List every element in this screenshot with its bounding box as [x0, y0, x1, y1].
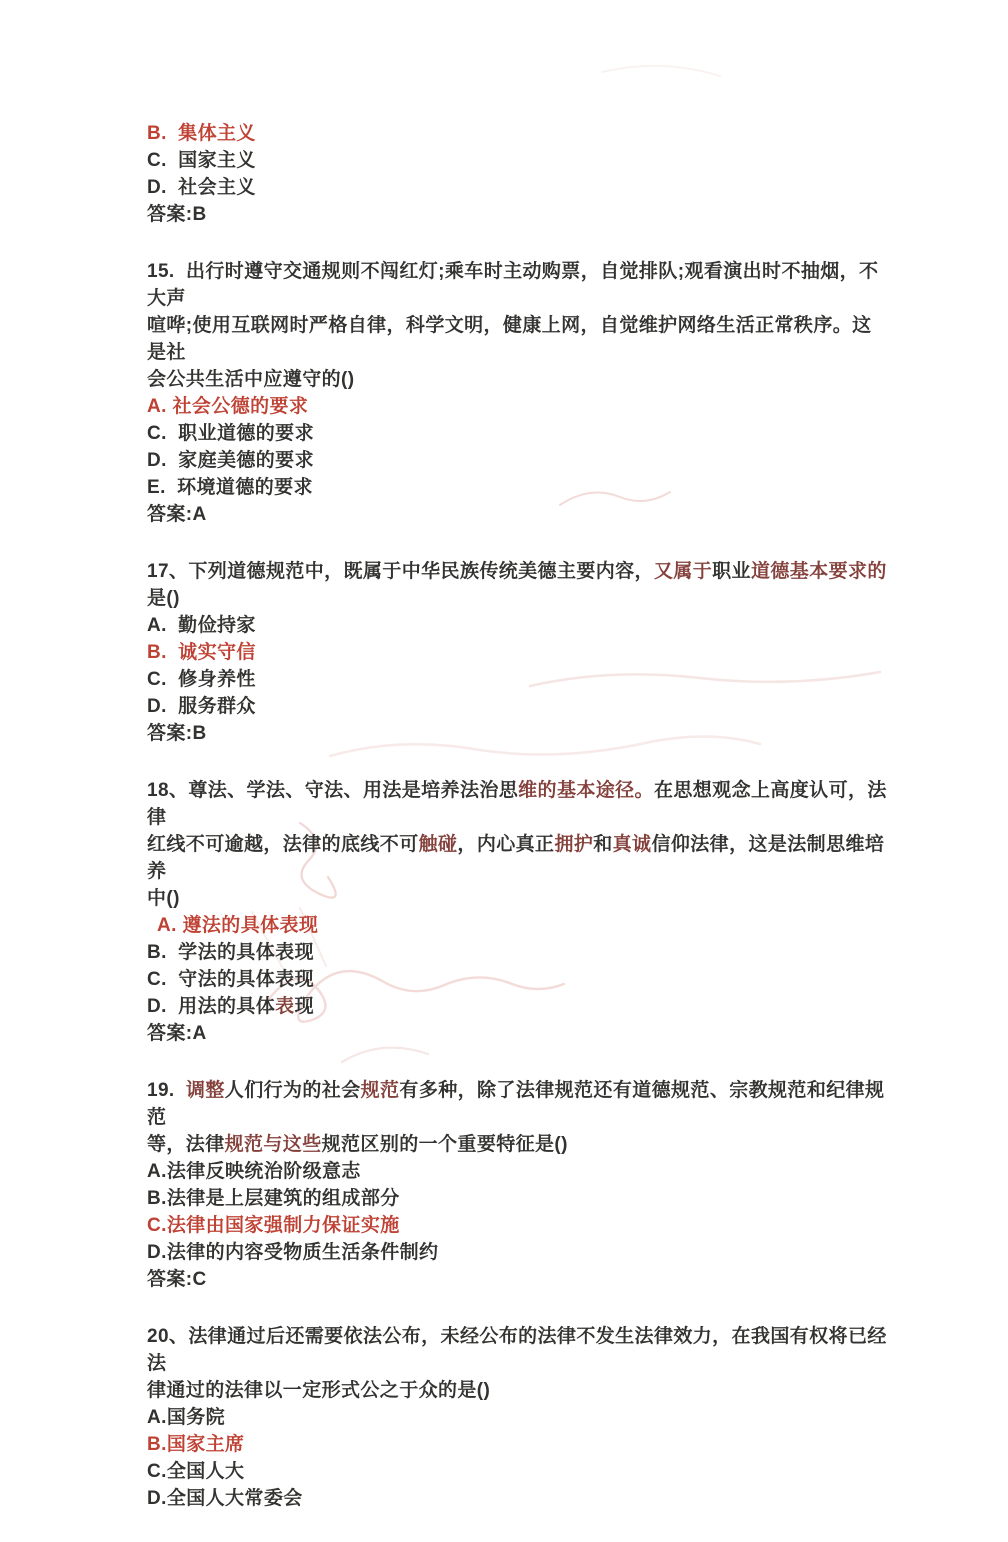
question-15 — [147, 258, 887, 528]
ink-stained-text: 拥护 — [554, 834, 594, 855]
text-segment: D. — [147, 996, 167, 1017]
option-line — [147, 1239, 887, 1266]
option-line — [147, 693, 887, 720]
option-line — [147, 447, 887, 474]
option-line — [147, 147, 887, 174]
ink-stained-text: 又属于 — [653, 561, 713, 582]
text-segment: 法律的内容受物质生活条件制约 — [166, 1242, 439, 1263]
text-segment: 等，法律 — [147, 1134, 225, 1155]
option-line — [147, 474, 887, 501]
option-line — [147, 993, 887, 1020]
text-segment: 18、 — [147, 780, 189, 801]
text-segment: B — [192, 204, 207, 225]
option-line — [147, 1185, 887, 1212]
answer-highlight-text: A. — [147, 396, 167, 417]
answer-highlight-text: B. — [147, 123, 167, 144]
question-line — [147, 777, 887, 831]
text-segment: 17、 — [147, 561, 189, 582]
text-segment: D. — [147, 1488, 167, 1509]
text-segment: A. — [147, 1161, 167, 1182]
text-segment: B. — [147, 942, 167, 963]
text-segment: 信仰法律，这是法制思维培养 — [147, 834, 885, 882]
ink-stained-text: 维的基本途径。 — [518, 780, 654, 801]
text-segment: ，内心真正 — [457, 834, 555, 855]
text-segment: D. — [147, 177, 167, 198]
text-segment: D. — [147, 450, 167, 471]
option-line — [147, 120, 887, 147]
text-segment: 会公共生活中应遵守的() — [147, 369, 355, 390]
text-segment: 中() — [147, 888, 180, 909]
answer-line — [147, 1020, 887, 1047]
option-line — [147, 612, 887, 639]
question-line — [147, 258, 887, 312]
question-18 — [147, 777, 887, 1047]
option-line — [147, 1485, 887, 1512]
text-segment: 喧哗;使用互联网时严格自律，科学文明，健康上网，自觉维护网络生活正常秩序。这是社 — [147, 315, 872, 363]
text-segment: 红线不可逾越，法律的底线不可 — [147, 834, 419, 855]
text-segment: 社会主义 — [166, 177, 256, 198]
option-line — [147, 174, 887, 201]
text-segment: 服务群众 — [166, 696, 256, 717]
text-segment: 下列道德规范中，既属于中华民族传统美德主要内容， — [188, 561, 654, 582]
text-segment: 规范区别的一个重要特征是() — [321, 1134, 568, 1155]
text-segment: C. — [147, 669, 167, 690]
option-line — [147, 966, 887, 993]
answer-highlight-text: 诚实守信 — [166, 642, 256, 663]
text-segment: 19. — [147, 1080, 175, 1101]
ink-stained-text: 道德基本要求的 — [750, 561, 887, 582]
answer-highlight-text: B. — [147, 642, 167, 663]
option-line — [147, 1431, 887, 1458]
answer-line — [147, 201, 887, 228]
question-line — [147, 312, 887, 366]
text-segment: 答案: — [147, 1023, 193, 1044]
text-segment: 环境道德的要求 — [165, 477, 313, 498]
question-line — [147, 366, 887, 393]
text-segment: A. — [147, 615, 167, 636]
text-segment: C. — [147, 969, 167, 990]
question-17 — [147, 558, 887, 747]
text-segment: 答案: — [147, 204, 193, 225]
text-segment: 有多种，除了法律规范还有道德规范、宗教规范和纪律规范 — [147, 1080, 885, 1128]
option-line — [147, 1458, 887, 1485]
text-segment: 律通过的法律以一定形式公之于众的是() — [147, 1380, 491, 1401]
text-segment: 15. — [147, 261, 175, 282]
option-line — [147, 912, 887, 939]
text-segment: 法律通过后还需要依法公布，未经公布的法律不发生法律效力，在我国有权将已经法 — [147, 1326, 887, 1374]
ink-stained-text: 调整 — [185, 1080, 225, 1101]
text-segment: 现 — [294, 996, 314, 1017]
text-segment: 勤俭持家 — [166, 615, 256, 636]
text-segment: 法律反映统治阶级意志 — [166, 1161, 361, 1182]
text-segment: 尊法、学法、守法、用法是培养法治思 — [188, 780, 519, 801]
answer-highlight-text: 遵法的具体表现 — [176, 915, 319, 936]
ink-stained-text: 表 — [275, 996, 295, 1017]
option-line — [147, 939, 887, 966]
text-segment — [175, 1080, 186, 1101]
document-content — [147, 120, 887, 1542]
answer-highlight-text: 集体主义 — [178, 123, 256, 144]
answer-highlight-text — [167, 123, 178, 144]
answer-line — [147, 501, 887, 528]
text-segment: 国家主义 — [166, 150, 256, 171]
answer-highlight-text: 社会公德的要求 — [166, 396, 309, 417]
text-segment: B. — [147, 1188, 167, 1209]
question-line — [147, 831, 887, 885]
text-segment: 是() — [147, 588, 180, 609]
text-segment: 职业道德的要求 — [166, 423, 314, 444]
text-segment: A. — [147, 1407, 167, 1428]
answer-highlight-text: 法律由国家强制力保证实施 — [166, 1215, 400, 1236]
text-segment: C. — [147, 1461, 167, 1482]
answer-highlight-text: C. — [147, 1215, 167, 1236]
text-segment: 全国人大 — [166, 1461, 245, 1482]
question-line — [147, 1377, 887, 1404]
text-segment: 答案: — [147, 504, 193, 525]
text-segment: 人们行为的社会 — [224, 1080, 361, 1101]
answer-line — [147, 1266, 887, 1293]
option-line — [147, 393, 887, 420]
answer-line — [147, 720, 887, 747]
text-segment: 在思想观念上高度认可，法律 — [147, 780, 887, 828]
text-segment: 守法的具体表现 — [166, 969, 314, 990]
question-line — [147, 1131, 887, 1158]
text-segment: C. — [147, 150, 167, 171]
question-19 — [147, 1077, 887, 1293]
text-segment: 20、 — [147, 1326, 189, 1347]
option-line — [147, 666, 887, 693]
text-segment: 答案: — [147, 1269, 193, 1290]
ink-stained-text: 真诚 — [612, 834, 652, 855]
option-line — [147, 1212, 887, 1239]
text-segment: 全国人大常委会 — [166, 1488, 303, 1509]
text-segment: D. — [147, 696, 167, 717]
option-line — [147, 1158, 887, 1185]
question-line — [147, 1077, 887, 1131]
ink-smudge — [602, 66, 720, 76]
question-14-options — [147, 120, 887, 228]
option-line — [147, 420, 887, 447]
question-line — [147, 558, 887, 612]
text-segment: 修身养性 — [166, 669, 256, 690]
answer-highlight-text: B. — [147, 1434, 167, 1455]
option-line — [147, 1404, 887, 1431]
text-segment: 学法的具体表现 — [166, 942, 314, 963]
text-segment: 职业 — [712, 561, 751, 582]
text-segment: 国务院 — [166, 1407, 226, 1428]
text-segment: C. — [147, 423, 167, 444]
question-line — [147, 1323, 887, 1377]
question-line — [147, 885, 887, 912]
text-segment: A — [192, 1023, 207, 1044]
text-segment: A — [192, 504, 207, 525]
text-segment: D. — [147, 1242, 167, 1263]
question-20 — [147, 1323, 887, 1512]
text-segment: E. — [147, 477, 166, 498]
ink-stained-text: 规范 — [360, 1080, 400, 1101]
text-segment: 用法的具体 — [166, 996, 276, 1017]
option-line — [147, 639, 887, 666]
text-segment: 法律是上层建筑的组成部分 — [166, 1188, 400, 1209]
answer-highlight-text: 国家主席 — [166, 1434, 245, 1455]
text-segment: 出行时遵守交通规则不闯红灯;乘车时主动购票，自觉排队;观看演出时不抽烟，不大声 — [147, 261, 879, 309]
text-segment: 答案: — [147, 723, 193, 744]
text-segment: 家庭美德的要求 — [166, 450, 314, 471]
answer-highlight-text: A. — [157, 915, 177, 936]
ink-stained-text: 触碰 — [418, 834, 458, 855]
text-segment: C — [192, 1269, 207, 1290]
text-segment: B — [192, 723, 207, 744]
text-segment: 和 — [593, 834, 613, 855]
ink-stained-text: 规范与这些 — [224, 1134, 322, 1155]
